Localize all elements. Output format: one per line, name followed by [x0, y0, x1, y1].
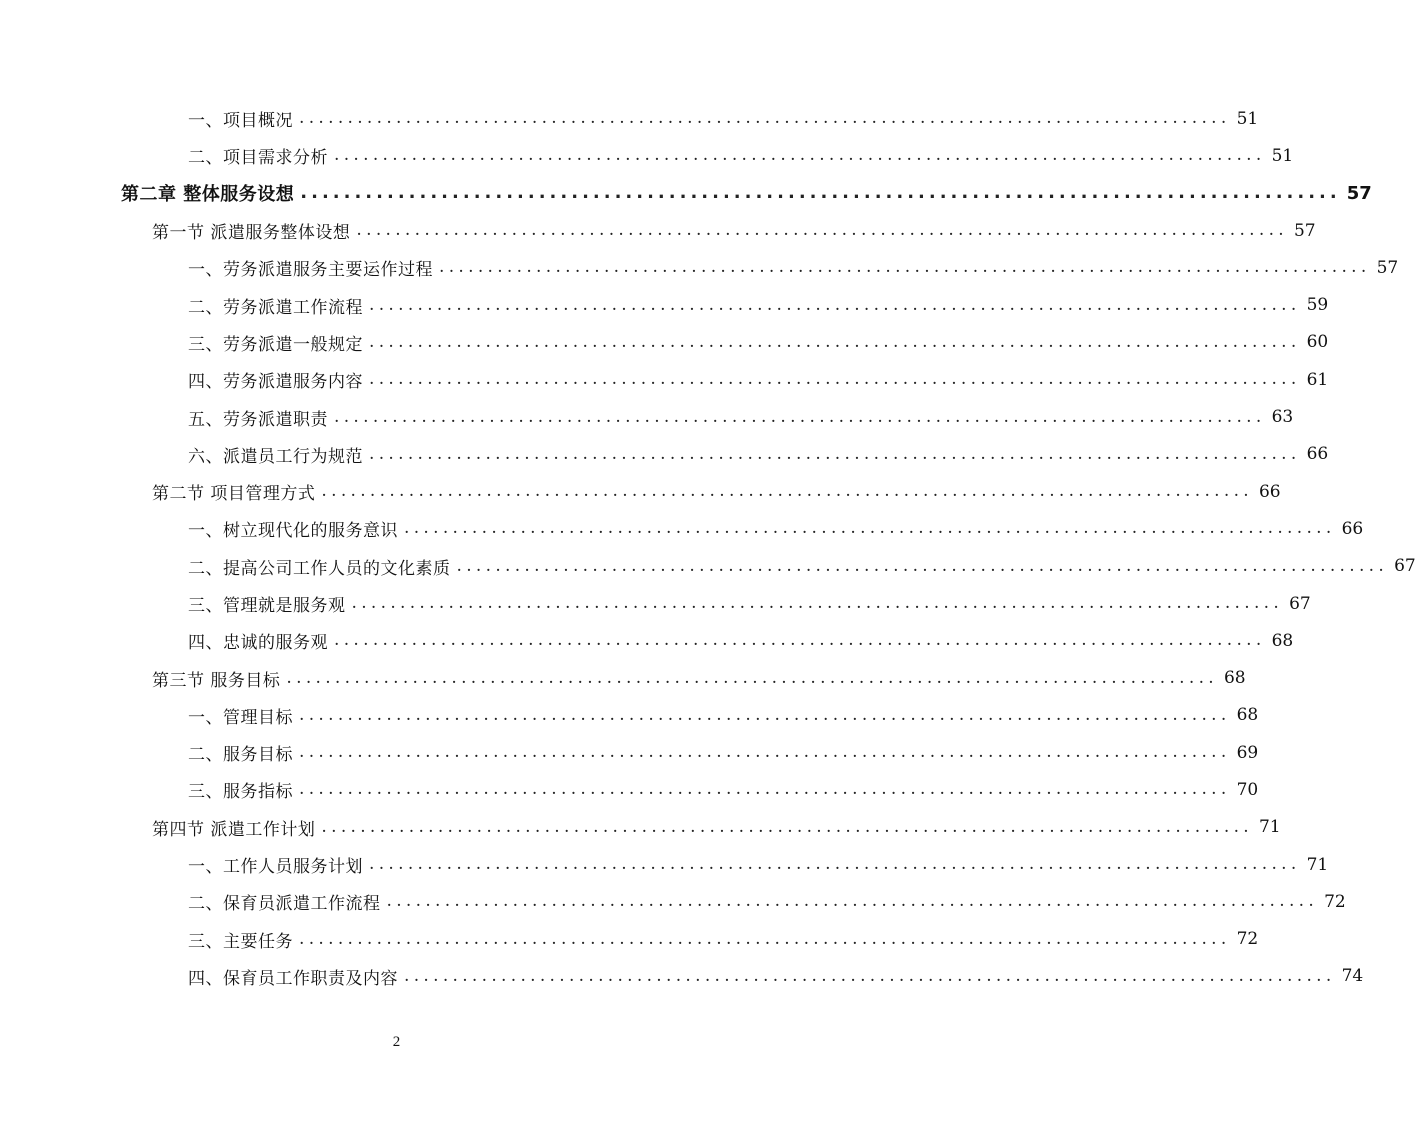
toc-entry-page: 60 — [1306, 332, 1329, 353]
dot-leader: ................................................................................................ — [369, 854, 1301, 875]
toc-entry-title: 第四节 派遣工作计划 — [152, 819, 316, 840]
toc-entry-title: 四、忠诚的服务观 — [188, 633, 328, 654]
toc-entry-page: 57 — [1376, 257, 1399, 278]
toc-entry-title: 三、管理就是服务观 — [188, 596, 346, 616]
toc-entry[interactable] — [0, 548, 1416, 585]
toc-entry-title: 一、工作人员服务计划 — [188, 857, 363, 878]
toc-entry-page: 68 — [1271, 630, 1294, 651]
toc-entry-page: 57 — [1346, 182, 1372, 204]
toc-entry-title: 五、劳务派遣职责 — [188, 409, 328, 430]
dot-leader: ................................................................................................ — [404, 518, 1336, 539]
toc-section-entry[interactable] — [0, 473, 1281, 510]
dot-leader: ................................................................................................ — [351, 593, 1284, 613]
toc-entry-page: 66 — [1306, 444, 1329, 465]
dot-leader: ................................................................................................ — [369, 443, 1301, 464]
toc-entry[interactable] — [0, 436, 1329, 473]
toc-entry-title: 第三节 服务目标 — [152, 670, 281, 691]
toc-entry-page: 68 — [1236, 705, 1259, 726]
toc-entry-page: 63 — [1271, 407, 1294, 428]
toc-entry-page: 71 — [1258, 817, 1281, 838]
toc-entry-title: 二、劳务派遣工作流程 — [188, 297, 363, 318]
toc-entry-title: 四、保育员工作职责及内容 — [188, 968, 398, 989]
dot-leader: ................................................................................................ — [299, 928, 1231, 949]
toc-chapter-entry[interactable] — [0, 175, 1372, 212]
toc-entry-page: 51 — [1236, 108, 1259, 129]
toc-entry-title: 二、服务目标 — [188, 745, 293, 766]
toc-entry-title: 三、劳务派遣一般规定 — [188, 334, 363, 355]
toc-entry-title: 第一节 派遣服务整体设想 — [152, 223, 351, 244]
dot-leader: ................................................................................................ — [369, 369, 1301, 390]
toc-entry[interactable] — [0, 883, 1346, 920]
dot-leader: ................................................................................................ — [299, 779, 1231, 800]
toc-entry-page: 68 — [1223, 668, 1246, 689]
toc-entry-title: 一、劳务派遣服务主要运作过程 — [188, 260, 433, 281]
toc-entry-title: 第二章 整体服务设想 — [121, 184, 295, 206]
toc-entry[interactable] — [0, 846, 1329, 883]
toc-entry-title: 一、管理目标 — [188, 707, 293, 728]
dot-leader: ................................................................................................ — [321, 816, 1253, 837]
toc-entry-title: 一、项目概况 — [188, 111, 293, 132]
toc-entry[interactable] — [0, 100, 1259, 137]
toc-entry-page: 72 — [1324, 891, 1346, 912]
dot-leader: ................................................................................................ — [286, 667, 1218, 688]
dot-leader: ................................................................................................ — [299, 742, 1231, 763]
page-number: 2 — [392, 1034, 401, 1050]
toc-entry[interactable] — [0, 324, 1329, 361]
toc-entry-page: 59 — [1306, 295, 1329, 316]
dot-leader: ................................................................................................ — [299, 704, 1231, 725]
dot-leader: ................................................................................................ — [369, 294, 1301, 315]
dot-leader: ................................................................................................ — [386, 891, 1319, 912]
dot-leader: ................................................................................................ — [439, 257, 1371, 278]
dot-leader: ................................................................................................ — [404, 965, 1336, 986]
toc-entry[interactable] — [0, 734, 1259, 771]
toc-entry-page: 61 — [1306, 369, 1329, 390]
toc-entry-page: 72 — [1236, 929, 1259, 950]
toc-entry-page: 70 — [1236, 779, 1259, 800]
toc-entry[interactable] — [0, 286, 1329, 323]
toc-entry-title: 三、主要任务 — [188, 931, 293, 952]
toc-entry[interactable] — [0, 771, 1259, 808]
toc-entry-page: 66 — [1258, 481, 1281, 502]
toc-entry[interactable] — [0, 585, 1311, 622]
toc-entry-page: 51 — [1271, 145, 1294, 166]
toc-entry-page: 66 — [1341, 518, 1364, 539]
toc-entry[interactable] — [0, 622, 1294, 659]
dot-leader: ................................................................................................ — [300, 182, 1341, 204]
toc-entry-title: 一、树立现代化的服务意识 — [188, 521, 398, 542]
dot-leader: ................................................................................................ — [334, 145, 1266, 166]
toc-entry-title: 二、保育员派遣工作流程 — [188, 894, 381, 915]
toc-entry-title: 六、派遣员工行为规范 — [188, 446, 363, 467]
toc-entry[interactable] — [0, 398, 1294, 435]
toc-entry-title: 二、项目需求分析 — [188, 148, 328, 169]
dot-leader: ................................................................................................ — [334, 630, 1266, 651]
toc-entry-page: 57 — [1293, 220, 1316, 241]
toc-entry[interactable] — [0, 921, 1259, 958]
dot-leader: ................................................................................................ — [356, 220, 1288, 241]
table-of-contents — [0, 100, 1416, 995]
toc-section-entry[interactable] — [0, 809, 1281, 846]
toc-entry-page: 67 — [1289, 593, 1311, 614]
toc-section-entry[interactable] — [0, 659, 1246, 696]
toc-entry-page: 74 — [1341, 966, 1364, 987]
toc-entry[interactable] — [0, 697, 1259, 734]
toc-entry[interactable] — [0, 510, 1364, 547]
toc-entry-page: 67 — [1394, 556, 1416, 577]
toc-entry-title: 三、服务指标 — [188, 782, 293, 803]
toc-entry-title: 第二节 项目管理方式 — [152, 484, 316, 505]
toc-section-entry[interactable] — [0, 212, 1316, 249]
dot-leader: ................................................................................................ — [321, 481, 1253, 502]
dot-leader: ................................................................................................ — [334, 406, 1266, 427]
toc-entry-page: 71 — [1306, 854, 1329, 875]
dot-leader: ................................................................................................ — [299, 108, 1231, 129]
toc-entry-title: 二、提高公司工作人员的文化素质 — [188, 558, 451, 579]
toc-entry-page: 69 — [1236, 742, 1259, 763]
dot-leader: ................................................................................................ — [369, 331, 1301, 352]
toc-entry-title: 四、劳务派遣服务内容 — [188, 372, 363, 393]
toc-entry[interactable] — [0, 361, 1329, 398]
toc-entry[interactable] — [0, 249, 1399, 286]
toc-entry[interactable] — [0, 958, 1364, 995]
dot-leader: ................................................................................................ — [456, 555, 1389, 576]
toc-entry[interactable] — [0, 137, 1294, 174]
